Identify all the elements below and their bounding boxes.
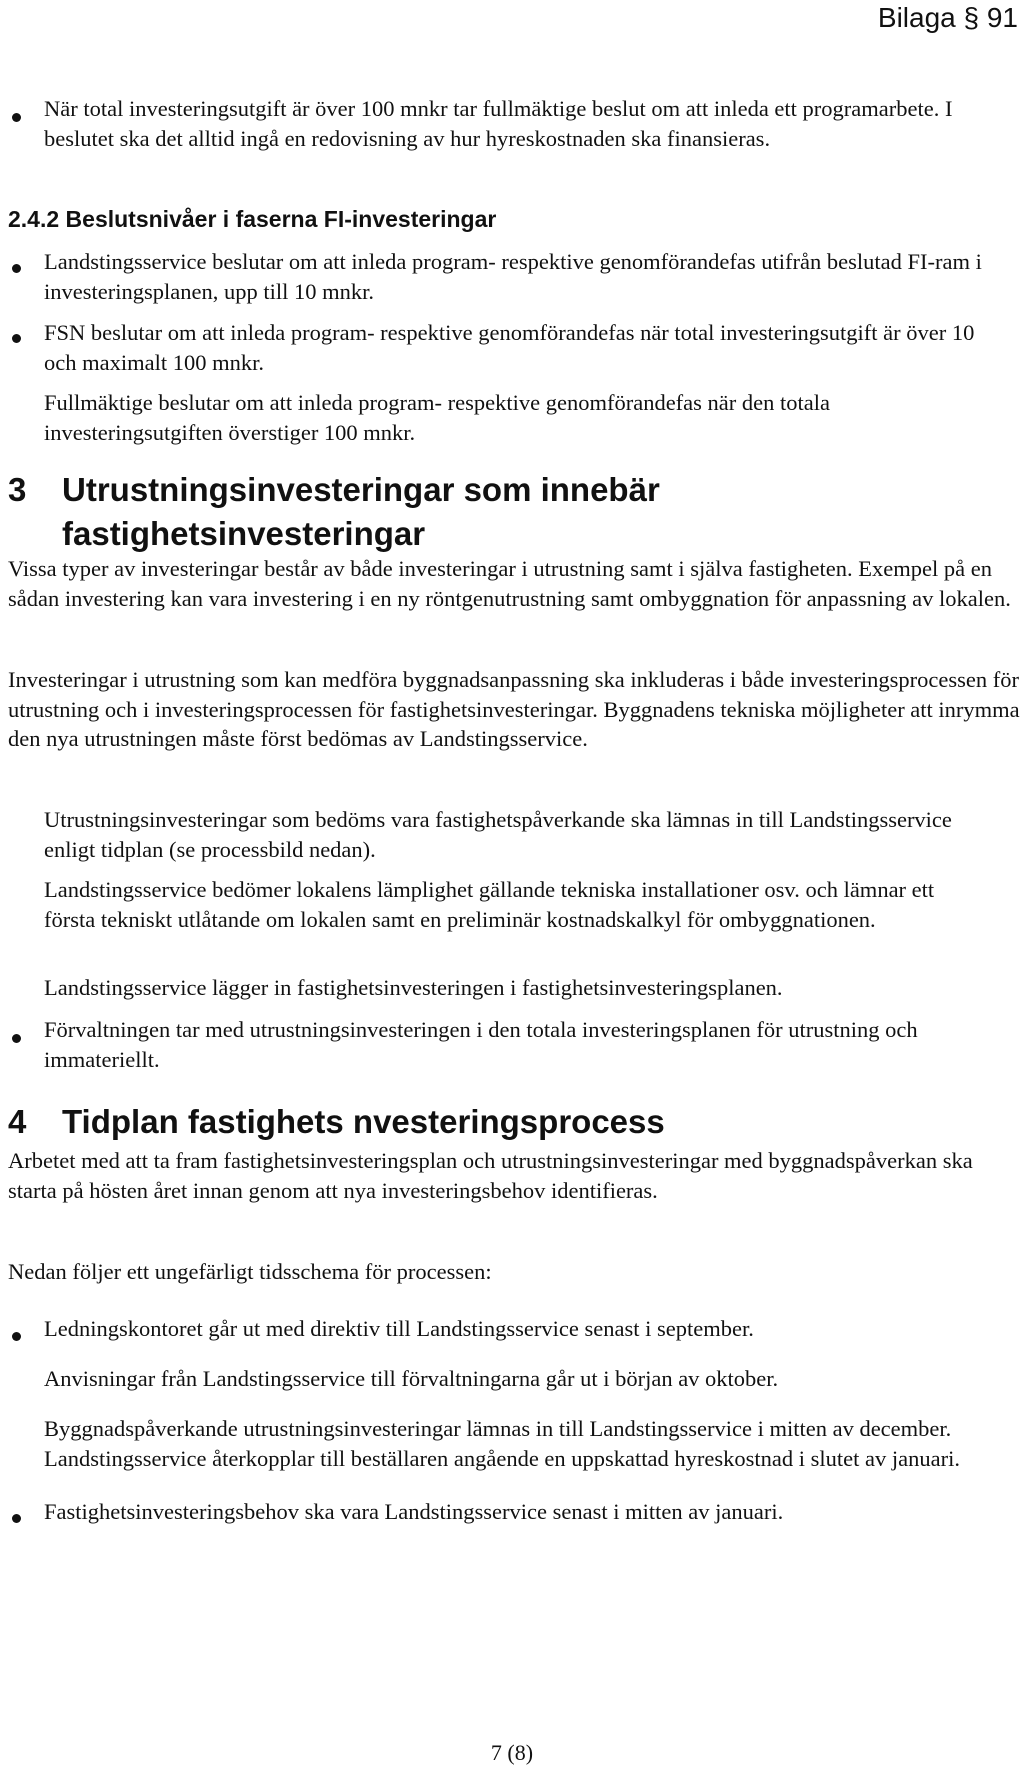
paragraph: Arbetet med att ta fram fastighetsinvesteringsplan och utrustningsinvesteringar med byggnadspåverkan ska starta på hösten året innan genom att nya investeringsbehov identifieras. [8,1148,973,1203]
page-number: 7 (8) [490,1740,534,1765]
bullet-icon [12,1514,21,1523]
paragraph: Förvaltningen tar med utrustningsinvesteringen i den totala investeringsplanen för utrustning och immateriellt. [44,1017,918,1072]
bullet-icon [12,1034,21,1043]
paragraph: Landstingsservice beslutar om att inleda program- respektive genomförandefas utifrån beslutad FI-ram i investeringsplanen, upp till 10 mnkr. [44,249,982,304]
paragraph: När total investeringsutgift är över 100 mnkr tar fullmäktige beslut om att inleda ett programarbete. I beslutet ska det alltid ingå en redovisning av hur hyreskostnaden ska finansieras. [44,96,953,151]
paragraph: FSN beslutar om att inleda program- respektive genomförandefas när total investeringsutgift är över 10 och maximalt 100 mnkr. [44,320,975,375]
paragraph: Fullmäktige beslutar om att inleda program- respektive genomförandefas när den totala investeringsutgiften överstiger 100 mnkr. [44,390,830,445]
section-number: 3 [8,471,27,508]
paragraph: Byggnadspåverkande utrustningsinvesteringar lämnas in till Landstingsservice i mitten av december. Landstingsservice återkopplar till beställaren angående en uppskattad hyreskostnad i slutet av januari. [44,1416,960,1471]
bullet-icon [12,334,21,343]
paragraph: Ledningskontoret går ut med direktiv till Landstingsservice senast i september. [44,1316,754,1341]
bullet-icon [12,1332,21,1341]
appendix-stamp: Bilaga § 91 [877,2,1018,33]
paragraph: Landstingsservice bedömer lokalens lämplighet gällande tekniska installationer osv. och lämnar ett första tekniskt utlåtande om lokalen samt en preliminär kostnadskalkyl för ombyggnationen. [44,877,935,932]
paragraph: Landstingsservice lägger in fastighetsinvesteringen i fastighetsinvesteringsplanen. [44,975,783,1000]
paragraph: Utrustningsinvesteringar som bedöms vara fastighetspåverkande ska lämnas in till Landstingsservice enligt tidplan (se processbild nedan). [44,807,952,862]
paragraph: Nedan följer ett ungefärligt tidsschema för processen: [8,1259,492,1284]
section-heading-3: Utrustningsinvesteringar som innebär fastighetsinvesteringar [62,471,660,552]
section-number: 4 [8,1103,27,1140]
section-heading-2-4-2: 2.4.2 Beslutsnivåer i faserna FI-investeringar [8,206,497,232]
paragraph: Anvisningar från Landstingsservice till förvaltningarna går ut i början av oktober. [44,1366,779,1391]
paragraph: Investeringar i utrustning som kan medföra byggnadsanpassning ska inkluderas i både investeringsprocessen för utrustning och i investeringsprocessen för fastighetsinvesteringar. Byggnadens tekniska möjligheter att inrymma den nya utrustningen måste först bedömas av Landstingsservice. [8,667,1020,751]
section-heading-4: Tidplan fastighets nvesteringsprocess [62,1103,665,1140]
bullet-icon [12,264,21,273]
bullet-icon [12,113,21,122]
paragraph: Fastighetsinvesteringsbehov ska vara Landstingsservice senast i mitten av januari. [44,1499,784,1524]
paragraph: Vissa typer av investeringar består av både investeringar i utrustning samt i själva fastigheten. Exempel på en sådan investering kan vara investering i en ny röntgenutrustning samt ombyggnation för anpassning av lokalen. [8,556,1011,611]
